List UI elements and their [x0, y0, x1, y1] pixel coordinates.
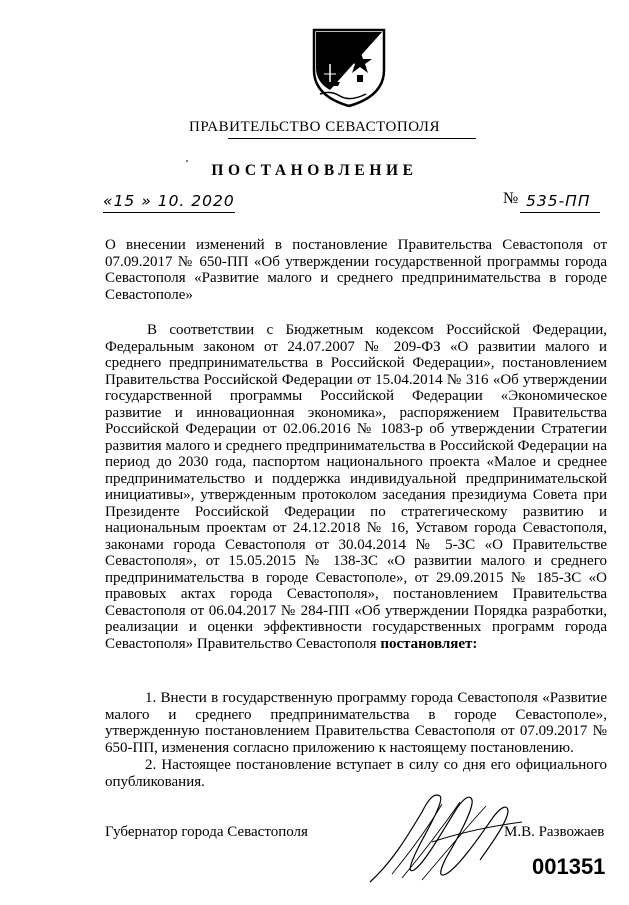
number-label: №	[503, 190, 519, 207]
document-type: ПОСТАНОВЛЕНИЕ	[211, 162, 418, 179]
header-divider	[228, 138, 476, 139]
item-1: 1. Внести в государственную программу города Севастополя «Развитие малого и среднего предпринимательства в городе Севастополе», утвержденную постановлением Правительства Севастополя от 07.09.2017 № 650-ПП, изменения согласно приложению к настоящему постановлению.	[105, 690, 607, 756]
serial-number: 001351	[532, 854, 606, 879]
sevastopol-coat-of-arms-icon	[310, 24, 388, 108]
number-value: 535-ПП	[526, 192, 591, 210]
preamble-paragraph	[105, 322, 607, 652]
handwritten-signature	[362, 782, 532, 892]
date-field	[103, 188, 235, 213]
preamble-text: В соответствии с Бюджетным кодексом Российской Федерации, Федеральным законом от 24.07.2007 № 209-ФЗ «О развитии малого и среднего предпринимательства в Российской Федерации», постановлением Правительства Российской Федерации от 15.04.2014 № 316 «Об утверждении государственной программы Российской Федерации «Экономическое развитие и инновационная экономика», распоряжением Правительства Российской Федерации от 02.06.2016 № 1083-р об утверждении Стратегии развития малого и среднего предпринимательства в Российской Федерации на период до 2030 года, паспортом национального проекта «Малое и среднее предпринимательство и поддержка индивидуальной предпринимательской инициативы», утвержденным протоколом заседания президиума Совета при Президенте Российской Федерации по стратегическому развитию и национальным проектам от 24.12.2018 № 16, Уставом города Севастополя, законами города Севастополя от 30.04.2014 № 5-ЗС «О Правительстве Севастополя», от 15.05.2015 № 138-ЗС «О развитии малого и среднего предпринимательства в городе Севастополе», от 29.09.2015 № 185-ЗС «О правовых актах города Севастополя», постановлением Правительства Севастополя от 06.04.2017 № 284-ПП «Об утверждении Порядка разработки, реализации и оценки эффективности государственных программ города Севастополя» Правительство Севастополя	[105, 322, 607, 652]
resolves-keyword: постановляет:	[380, 635, 478, 652]
date-value: «15 » 10. 2020	[103, 192, 235, 210]
number-field	[520, 188, 600, 213]
item-2: 2. Настоящее постановление вступает в силу со дня его официального опубликования.	[105, 757, 607, 790]
signatory-name: М.В. Развожаев	[504, 824, 605, 840]
document-subject: О внесении изменений в постановление Правительства Севастополя от 07.09.2017 № 650-ПП «Об утверждении государственной программы города Севастополя «Развитие малого и среднего предпринимательства в городе Севастополе»	[105, 237, 607, 303]
signatory-title: Губернатор города Севастополя	[105, 824, 308, 840]
government-name: ПРАВИТЕЛЬСТВО СЕВАСТОПОЛЯ	[189, 119, 440, 135]
